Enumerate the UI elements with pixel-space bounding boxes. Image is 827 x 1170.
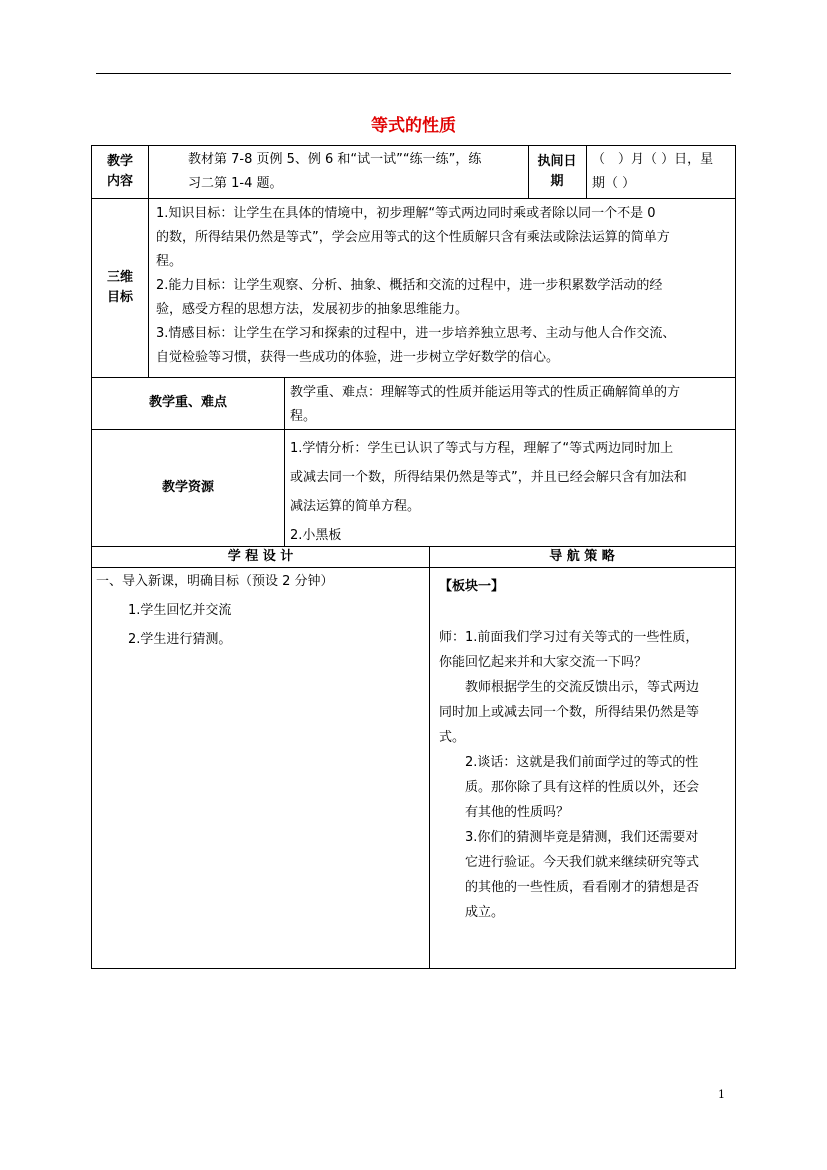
label-line: 目标 — [106, 289, 133, 305]
text-line: 质。那你除了具有这样的性质以外，还会 — [465, 780, 700, 795]
key-points-text — [290, 381, 734, 429]
text-line: 有其他的性质吗？ — [465, 805, 570, 820]
text-line: 1.学生回忆并交流 — [128, 603, 232, 618]
text-line: 的其他的一些性质，看看刚才的猜想是否 — [465, 880, 700, 895]
text-line: 2.能力目标：让学生观察、分析、抽象、概括和交流的过程中，进一步积累数学活动的经 — [156, 278, 663, 293]
text-line: 程。 — [156, 254, 183, 269]
page-number: 1 — [718, 1088, 725, 1101]
label-resources: 教学资源 — [161, 479, 214, 495]
row-divider — [92, 198, 735, 199]
resources-text — [290, 434, 734, 550]
text-line: 2.谈话：这就是我们前面学过的等式的性 — [465, 755, 699, 770]
text-line: 你能回忆起来并和大家交流一下吗？ — [439, 655, 648, 670]
lesson-table — [91, 145, 736, 969]
label-exec-date — [528, 146, 586, 198]
label-three-dim-goals — [92, 198, 148, 377]
text-line: 3.情感目标：让学生在学习和探索的过程中，进一步培养独立思考、主动与他人合作交流、 — [156, 326, 676, 341]
text-line: 程。 — [290, 409, 317, 424]
text-line: 教师根据学生的交流反馈出示，等式两边 — [465, 680, 700, 695]
col-divider — [284, 377, 285, 546]
text-line: 习二第 1-4 题。 — [188, 176, 283, 191]
text-line: 它进行验证。今天我们就来继续研究等式 — [465, 855, 700, 870]
col-divider — [586, 146, 587, 198]
label-line: 期 — [550, 174, 564, 189]
label-line: 教学 — [106, 154, 133, 169]
text-line: 1.学情分析：学生已认识了等式与方程，理解了“等式两边同时加上 — [290, 441, 674, 456]
label-line: 三维 — [106, 269, 133, 285]
exec-date-text — [592, 148, 734, 196]
text-line: 师：1.前面我们学习过有关等式的一些性质， — [439, 630, 699, 645]
col-divider — [429, 546, 430, 968]
header-rule — [96, 73, 731, 74]
teaching-content-text — [154, 148, 526, 196]
text-line: 验，感受方程的思想方法，发展初步的抽象思维能力。 — [156, 302, 469, 317]
text-line: 1.知识目标：让学生在具体的情境中，初步理解“等式两边同时乘或者除以同一个不是 0 — [156, 206, 656, 221]
text-line: 自觉检验等习惯，获得一些成功的体验，进一步树立学好数学的信心。 — [156, 350, 560, 365]
col-divider — [148, 146, 149, 377]
navigation-strategy-text — [439, 574, 731, 925]
text-line: 的数，所得结果仍然是等式”，学会应用等式的这个性质解只含有乘法或除法运算的简单方 — [156, 230, 670, 245]
text-line: 教材第 7-8 页例 5、例 6 和“试一试”“练一练”，练 — [188, 152, 482, 167]
text-line: 期（ ） — [592, 176, 636, 191]
label-line: 内容 — [106, 174, 133, 189]
text-line: 3.你们的猜测毕竟是猜测，我们还需要对 — [465, 830, 699, 845]
text-line: 2.小黑板 — [290, 528, 342, 543]
text-line: 式。 — [439, 730, 466, 745]
learning-design-text — [96, 567, 426, 654]
goals-text — [156, 202, 734, 370]
text-line: 同时加上或减去同一个数，所得结果仍然是等 — [439, 705, 700, 720]
section-block-label: 【板块一】 — [439, 579, 505, 594]
text-line: （ ）月（ ）日，星 — [592, 152, 714, 167]
header-learning-design: 学 程 设 计 — [227, 549, 294, 564]
text-line: 教学重、难点：理解等式的性质并能运用等式的性质正确解简单的方 — [290, 385, 681, 400]
page-title: 等式的性质 — [371, 116, 456, 136]
text-line: 2.学生进行猜测。 — [128, 632, 232, 647]
text-line: 成立。 — [465, 905, 505, 920]
text-line: 或减去同一个数，所得结果仍然是等式”，并且已经会解只含有加法和 — [290, 470, 687, 485]
text-line: 一、导入新课，明确目标（预设 2 分钟） — [96, 574, 334, 589]
header-navigation-strategy: 导 航 策 略 — [549, 549, 615, 564]
label-key-points: 教学重、难点 — [148, 395, 227, 410]
label-line: 执间日 — [537, 154, 577, 169]
label-teaching-content — [92, 146, 148, 198]
text-line: 减法运算的简单方程。 — [290, 499, 421, 514]
